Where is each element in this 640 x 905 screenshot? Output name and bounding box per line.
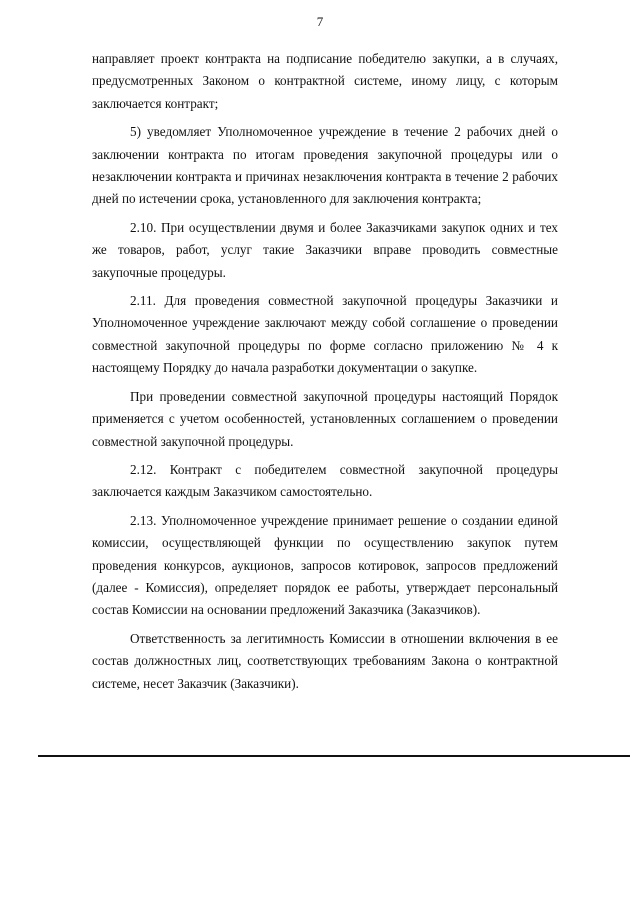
paragraph-joint-procedure: При проведении совместной закупочной процедуры настоящий Порядок применяется с учетом особенностей, установленных соглашением о проведении совместной закупочной процедуры. xyxy=(92,388,558,449)
paragraph-2-10: 2.10. При осуществлении двумя и более Заказчиками закупок одних и тех же товаров, работ, услуг такие Заказчики вправе проводить совместные закупочные процедуры. xyxy=(92,219,558,280)
paragraph-item-5: 5) уведомляет Уполномоченное учреждение в течение 2 рабочих дней о заключении контракта по итогам проведения закупочной процедуры или о незаключении контракта и причинах незаключения контракта в течение 2 рабочих дней по истечении срока, установленного для заключения контракта; xyxy=(92,124,558,207)
paragraph-continuation: направляет проект контракта на подписание победителю закупки, а в случаях, предусмотренных Законом о контрактной системе, иному лицу, с которым заключается контракт; xyxy=(92,51,558,111)
paragraph-responsibility: Ответственность за легитимность Комиссии в отношении включения в ее состав должностных лиц, соответствующих требованиям Закона о контрактной системе, несет Заказчик (Заказчики). xyxy=(92,630,558,691)
paragraph-2-13: 2.13. Уполномоченное учреждение принимает решение о создании единой комиссии, осуществляющей функции по осуществлению закупок путем проведения конкурсов, аукционов, запросов котировок, запросов предложений (далее - Комиссия), определяет порядок ее работы, утверждает персональный состав Комиссии на основании предложений Заказчика (Заказчиков). xyxy=(92,512,558,618)
paragraph-2-11: 2.11. Для проведения совместной закупочной процедуры Заказчики и Уполномоченное учреждение заключают между собой соглашение о проведении совместной закупочной процедуры по форме согласно приложению № 4 к настоящему Порядку до начала разработки документации о закупке. xyxy=(92,293,558,376)
paragraph-2-12: 2.12. Контракт с победителем совместной закупочной процедуры заключается каждым Заказчиком самостоятельно. xyxy=(92,461,558,500)
footer-rule xyxy=(38,755,630,757)
page-number: 7 xyxy=(316,14,324,29)
document-body xyxy=(92,48,558,701)
